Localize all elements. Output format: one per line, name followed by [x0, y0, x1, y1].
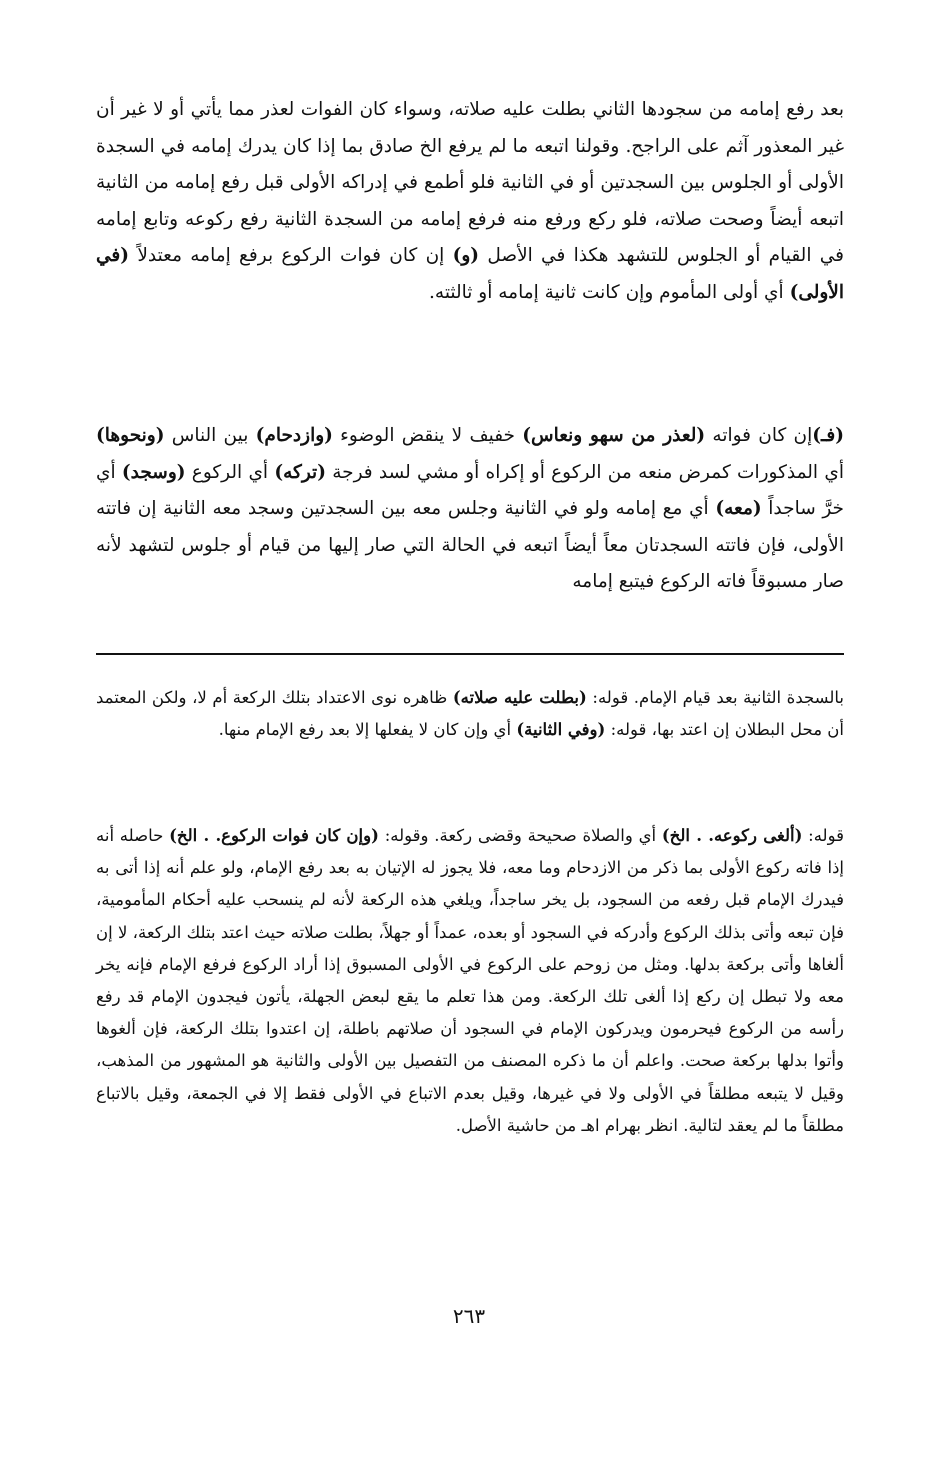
footnote-bold-term: (وفي الثانية) [516, 720, 606, 740]
footnote-2 [96, 820, 844, 1142]
bold-term: (معه) [715, 498, 762, 520]
main-text-segment: أي مع إمامه ولو في الثانية وجلس معه بين السجدتين وسجد معه الثانية إن فاتته الأولى، فإن فاتته السجدتان معاً أيضاً اتبعه في الحالة التي صار إليها من قيام أو جلوس لتشهد لأنه صار مسبوقاً فاته الركوع فيتبع إمامه [96, 498, 844, 593]
footnote-text-segment: قوله: [808, 826, 845, 845]
footnote-bold-term: (بطلت عليه صلاته) [452, 688, 587, 707]
footnote-divider [96, 653, 844, 655]
footnote-text-segment: حاصله أنه إذا فاته ركوع الأولى بما ذكر من الازدحام وما معه، فلا يجوز له الإتيان به بعد رفع الإمام، ولو علم أنه إذا أتى به فيدرك الإمام قبل رفعه من السجود، بل يخر ساجداً، ويلغي هذه الركعة لأنه لم ينسحب عليه أحكام المأمومية، فإن تبعه وأتى بذلك الركوع وأدركه في السجود أو بعده، عمداً أو جهلاً، بطلت صلاته حيث اعتد بتلك الركعة، لا إن ألغاها وأتى بركعة بدلها. ومثل من زوحم على الركوع في الأولى المسبوق إذا أراد الركوع فرفع الإمام فإنه يخر معه ولا تبطل إن ركع إذا ألغى تلك الركعة. ومن هذا تعلم ما يقع لبعض الجهلة، يأتون فيجدون الإمام قد رفع رأسه من الركوع فيحرمون ويدركون الإمام في السجود أن صلاتهم باطلة، إن اعتدوا بتلك الركعة، فإن ألغوها وأتوا بدلها بركعة صحت. واعلم أن ما ذكره المصنف من التفصيل بين الأولى والثانية هو المشهور من المذهب، وقيل لا يتبعه مطلقاً في الأولى ولا في غيرها، وقيل بعدم الاتباع في الأولى فقط إلا في الجمعة، وقيل بالاتباع مطلقاً ما لم يعقد لتالية. انظر بهرام اهـ من حاشية الأصل. [96, 826, 845, 1135]
footnote-text-segment: أي والصلاة صحيحة وقضى ركعة. وقوله: [384, 826, 657, 845]
main-text-segment: أي خرَّ ساجداً [96, 461, 844, 520]
bold-term: (لعذر من سهو ونعاس) [522, 425, 706, 446]
main-text-segment: بعد رفع إمامه من سجودها الثاني بطلت عليه صلاته، وسواء كان الفوات لعذر مما يأتي أو لا غير أن غير المعذور آثم على الراجح. وقولنا اتبعه ما لم يرفع الخ صادق بما إذا كان يدرك إمامه في السجدة الأولى أو الجلوس بين السجدتين أو في الثانية فلو أطمع في إدراكه الأولى قبل رفع إمامه من الثانية اتبعه أيضاً وصحت صلاته، فلو ركع ورفع منه فرفع إمامه من السجدة الثانية رفع ركوعه وتابع إمامه في القيام أو الجلوس للتشهد هكذا في الأصل [96, 99, 844, 267]
bold-term: (وسجد) [121, 461, 186, 483]
footnote-bold-term: (وإن كان فوات الركوع. . الخ) [169, 826, 379, 845]
bold-term: (تركه) [274, 461, 326, 483]
main-text-segment: خفيف لا ينقض الوضوء [340, 425, 515, 446]
main-text-segment: أي أولى المأموم وإن كانت ثانية إمامه أو ثالثته. [429, 281, 784, 303]
main-text-segment: إن كان فواته [712, 425, 813, 446]
main-text-segment: أي الركوع [191, 461, 269, 483]
page-number: ٢٦٣ [452, 1304, 486, 1328]
footnote-text-segment: ظاهره نوى الاعتداد بتلك الركعة أم لا، ولكن المعتمد أن محل البطلان إن اعتد بها، قوله: [96, 688, 844, 740]
main-text-segment: إن كان فوات الركوع برفع إمامه معتدلاً [137, 245, 445, 267]
main-text-segment: بين الناس [171, 425, 249, 446]
footnote-text-segment: بالسجدة الثانية بعد قيام الإمام. قوله: [592, 688, 845, 707]
bold-term: (ونحوها) [96, 425, 165, 446]
main-paragraph-2 [96, 418, 844, 601]
bold-term: (فـ) [812, 425, 845, 446]
footnote-1 [96, 682, 844, 746]
bold-term: (وازدحام) [255, 425, 333, 446]
main-paragraph-1 [96, 92, 844, 312]
main-text-segment: أي المذكورات كمرض منعه من الركوع أو إكراه أو مشي لسد فرجة [332, 461, 844, 483]
footnote-bold-term: (ألغى ركوعه. . الخ) [661, 826, 803, 845]
bold-term: (و) [452, 245, 480, 267]
footnote-text-segment: أي وإن كان لا يفعلها إلا بعد رفع الإمام منها. [218, 720, 512, 740]
bold-term: (في الأولى) [96, 245, 844, 303]
